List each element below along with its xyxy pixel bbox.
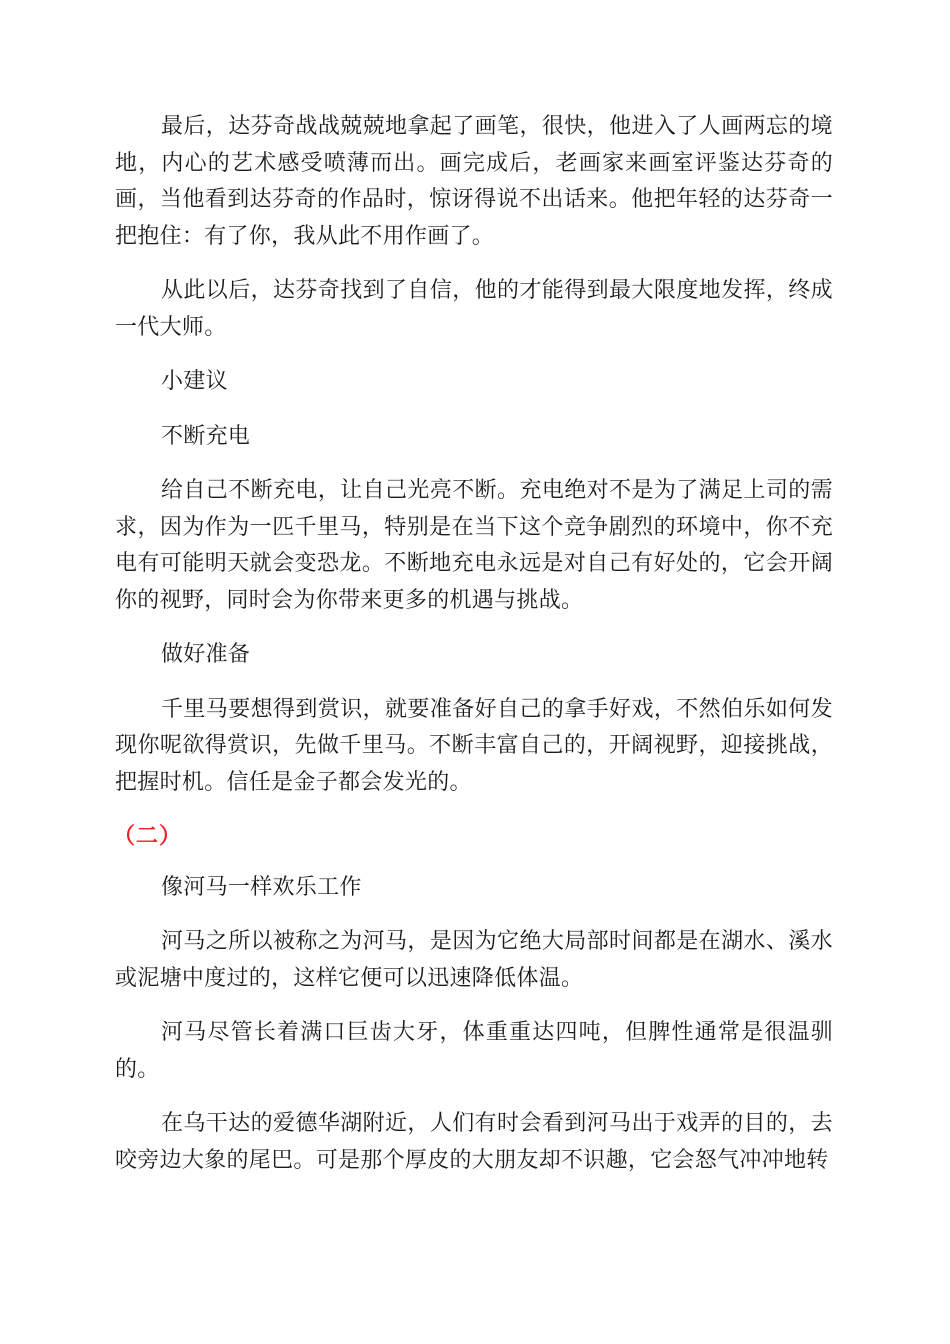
tip-2-title: 做好准备 bbox=[161, 642, 251, 667]
tip-2-body: 千里马要想得到赏识，就要准备好自己的拿手好戏，不然伯乐如何发现你呢欲得赏识，先做千里马。不断丰富自己的，开阔视野，迎接挑战，把握时机。信任是金子都会发光的。 bbox=[115, 696, 833, 795]
section-2-paragraph-1: 河马之所以被称之为河马，是因为它绝大局部时间都是在湖水、溪水或泥塘中度过的，这样它便可以迅速降低体温。 bbox=[115, 929, 833, 991]
tip-1-title: 不断充电 bbox=[161, 423, 251, 449]
section-2-title: 像河马一样欢乐工作 bbox=[161, 874, 362, 900]
section-2-paragraph-2: 河马尽管长着满口巨齿大牙，体重重达四吨，但脾性通常是很温驯的。 bbox=[115, 1020, 833, 1082]
tip-1-body: 给自己不断充电，让自己光亮不断。充电绝对不是为了满足上司的需求，因为作为一匹千里马，特别是在当下这个竞争剧烈的环境中，你不充电有可能明天就会变恐龙。不断地充电永远是对自己有好处的，它会开阔你的视野，同时会为你带来更多的机遇与挑战。 bbox=[115, 478, 833, 613]
document-page bbox=[115, 109, 833, 1197]
section-marker: （二） bbox=[113, 824, 183, 849]
paragraph-conclusion: 从此以后，达芬奇找到了自信，他的才能得到最大限度地发挥，终成一代大师。 bbox=[115, 278, 833, 340]
paragraph-ending: 最后，达芬奇战战兢兢地拿起了画笔，很快，他进入了人画两忘的境地，内心的艺术感受喷薄而出。画完成后，老画家来画室评鉴达芬奇的画，当他看到达芬奇的作品时，惊讶得说不出话来。他把年轻的达芬奇一把抱住：有了你，我从此不用作画了。 bbox=[115, 114, 833, 249]
tips-heading: 小建议 bbox=[161, 369, 228, 394]
section-2-paragraph-3: 在乌干达的爱德华湖附近，人们有时会看到河马出于戏弄的目的，去咬旁边大象的尾巴。可是那个厚皮的大朋友却不识趣，它会怒气冲冲地转 bbox=[115, 1111, 833, 1173]
